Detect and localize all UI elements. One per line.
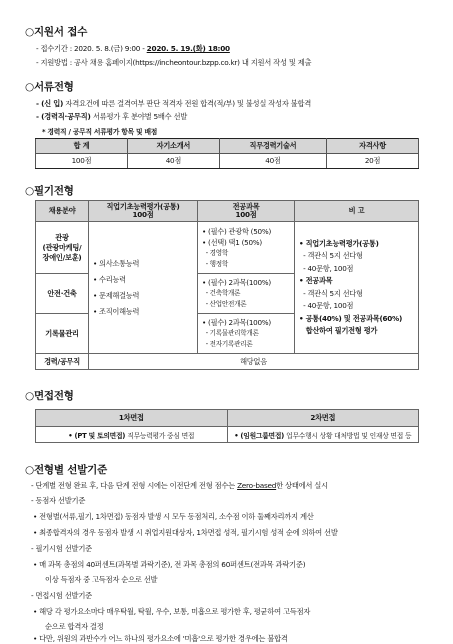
major-item: - 전자기록관리론 bbox=[202, 340, 253, 348]
basic-item: • 수리능력 bbox=[93, 274, 126, 284]
section-application-title: ○지원서 접수 bbox=[25, 26, 88, 38]
interview-table bbox=[35, 409, 419, 443]
header-major: 전공과목 100점 bbox=[198, 201, 295, 222]
interview-second-label: • (임원그룹면접) bbox=[234, 431, 287, 440]
basic-ability-list bbox=[89, 222, 198, 354]
score-header: 합 계 bbox=[36, 139, 128, 154]
section-written-test-title: ○필기전형 bbox=[25, 185, 74, 197]
basic-item: • 조직이해능력 bbox=[93, 306, 140, 316]
application-deadline: 2020. 5. 19.(화) 18:00 bbox=[146, 44, 230, 53]
criteria-interview-rule-cont: 순으로 합격자 결정 bbox=[45, 622, 104, 631]
interview-first-text: 직무능력평가 중심 면접 bbox=[127, 431, 195, 440]
field-experienced: 경력/공무직 bbox=[36, 354, 89, 370]
screening-table-caption: * 경력직 / 공무직 서류평가 항목 및 배점 bbox=[42, 128, 158, 136]
criteria-tie-rule-1: • 전형별(서류,필기, 1차면접) 동점자 발생 시 모두 동점처리, 소수점 이하 둘째자리까지 계산 bbox=[33, 512, 314, 521]
score-cell: 20점 bbox=[327, 154, 419, 169]
written-note bbox=[295, 222, 419, 354]
note-item: 합산하여 필기전형 평가 bbox=[299, 326, 378, 335]
major-item: - 산업안전개론 bbox=[202, 300, 247, 308]
screening-new-label: - (신 입) bbox=[36, 99, 66, 108]
criteria-written-rule: • 매 과목 총점의 40퍼센트(과목별 과락기준), 전 과목 총점의 60퍼센트(전과목 과락기준) bbox=[33, 560, 306, 569]
major-item: • (선택) 택1 (50%) bbox=[202, 237, 262, 247]
note-item: - 40문항, 100점 bbox=[299, 301, 354, 310]
header-field: 채용분야 bbox=[36, 201, 89, 222]
header-basic: 직업기초능력평가(공통) 100점 bbox=[89, 201, 198, 222]
screening-experienced bbox=[36, 112, 187, 122]
criteria-zero-keyword: Zero-based bbox=[237, 481, 277, 490]
note-item: - 40문항, 100점 bbox=[299, 263, 354, 273]
criteria-tie-rule-2: • 최종합격자의 경우 동점자 발생 시 취업지원대상자, 1차면접 성적, 필기시험 성적 순에 의하여 선발 bbox=[33, 528, 338, 537]
field-safety: 안전·건축 bbox=[36, 274, 89, 314]
major-safety bbox=[198, 274, 295, 314]
major-item: - 행정학 bbox=[202, 259, 229, 268]
interview-header-1: 1차면접 bbox=[36, 410, 228, 427]
criteria-zero-tail: 한 상태에서 실시 bbox=[276, 481, 328, 490]
note-item: - 객관식 5지 선다형 bbox=[299, 251, 363, 260]
score-cell: 100점 bbox=[36, 154, 128, 169]
score-header: 자격사항 bbox=[327, 139, 419, 154]
score-header: 직무경력기술서 bbox=[219, 139, 326, 154]
criteria-interview-rule: • 해당 각 평가요소마다 매우탁월, 탁월, 우수, 보통, 미흡으로 평가한 후, 평균하여 고득점자 bbox=[33, 607, 311, 616]
note-item: - 객관식 5지 선다형 bbox=[299, 288, 363, 298]
application-period bbox=[36, 44, 230, 54]
screening-experienced-label: - (경력직·공무직) bbox=[36, 112, 93, 121]
note-item: • 공통(40%) 및 전공과목(60%) bbox=[299, 313, 403, 323]
score-cell: 40점 bbox=[219, 154, 326, 169]
criteria-written-heading: - 필기시험 선발기준 bbox=[31, 544, 92, 553]
interview-second-desc bbox=[227, 427, 419, 443]
major-item: • (필수) 2과목(100%) bbox=[202, 318, 271, 327]
interview-header-2: 2차면접 bbox=[227, 410, 419, 427]
header-note: 비 고 bbox=[295, 201, 419, 222]
criteria-tie-heading: - 동점자 선발기준 bbox=[31, 496, 86, 505]
major-item: - 기록물관리학개론 bbox=[202, 329, 259, 337]
score-header: 자기소개서 bbox=[127, 139, 219, 154]
major-item: - 경영학 bbox=[202, 248, 229, 257]
document-score-table bbox=[35, 138, 419, 169]
field-records: 기록물관리 bbox=[36, 314, 89, 354]
application-period-label: - 접수기간 : 2020. 5. 8.(금) 9:00 - bbox=[36, 44, 147, 53]
basic-item: • 문제해결능력 bbox=[93, 290, 140, 300]
criteria-zero-based bbox=[31, 481, 328, 491]
screening-new bbox=[36, 99, 311, 109]
score-cell: 40점 bbox=[127, 154, 219, 169]
basic-item: • 의사소통능력 bbox=[93, 258, 140, 268]
field-tourism: 관광 (관광마케팅/ 장애인/보훈) bbox=[36, 222, 89, 274]
section-interview-title: ○면접전형 bbox=[25, 390, 74, 402]
application-method: - 지원방법 : 공사 채용 홈페이지(https://incheontour.bzpp.co.kr) 내 지원서 작성 및 제출 bbox=[36, 58, 312, 67]
interview-first-label: • (PT 및 토의면접) bbox=[68, 431, 128, 440]
criteria-zero-text: - 단계별 전형 완료 후, 다음 단계 전형 시에는 이전단계 전형 점수는 bbox=[31, 481, 238, 490]
interview-first-desc bbox=[36, 427, 228, 443]
experienced-not-applicable: 해당없음 bbox=[89, 354, 419, 370]
note-item: • 직업기초능력평가(공통) bbox=[299, 238, 379, 248]
criteria-interview-heading: - 면접시험 선발기준 bbox=[31, 591, 92, 600]
interview-second-text: 업무수행시 상황 대처방법 및 인재상 면접 등 bbox=[286, 431, 412, 440]
major-tourism bbox=[198, 222, 295, 274]
major-item: • (필수) 관광학 (50%) bbox=[202, 226, 272, 236]
section-document-screening-title: ○서류전형 bbox=[25, 81, 74, 93]
major-item: - 건축학개론 bbox=[202, 289, 241, 297]
note-item: • 전공과목 bbox=[299, 276, 333, 285]
section-selection-criteria-title: ○전형별 선발기준 bbox=[25, 464, 108, 476]
major-item: • (필수) 2과목(100%) bbox=[202, 278, 271, 287]
screening-new-text: 자격요건에 따른 결격여부 판단 적격자 전원 합격(적/부) 및 불성실 작성자 불합격 bbox=[65, 99, 312, 108]
criteria-written-rule-cont: 이상 득점자 중 고득점자 순으로 선발 bbox=[45, 575, 158, 584]
major-records bbox=[198, 314, 295, 354]
criteria-interview-fail-rule: • 다만, 위원의 과반수가 어느 하나의 평가요소에 '미흡'으로 평가한 경우에는 불합격 bbox=[33, 634, 288, 643]
written-test-table bbox=[35, 200, 419, 370]
screening-experienced-text: 서류평가 후 분야별 5배수 선발 bbox=[92, 112, 188, 121]
